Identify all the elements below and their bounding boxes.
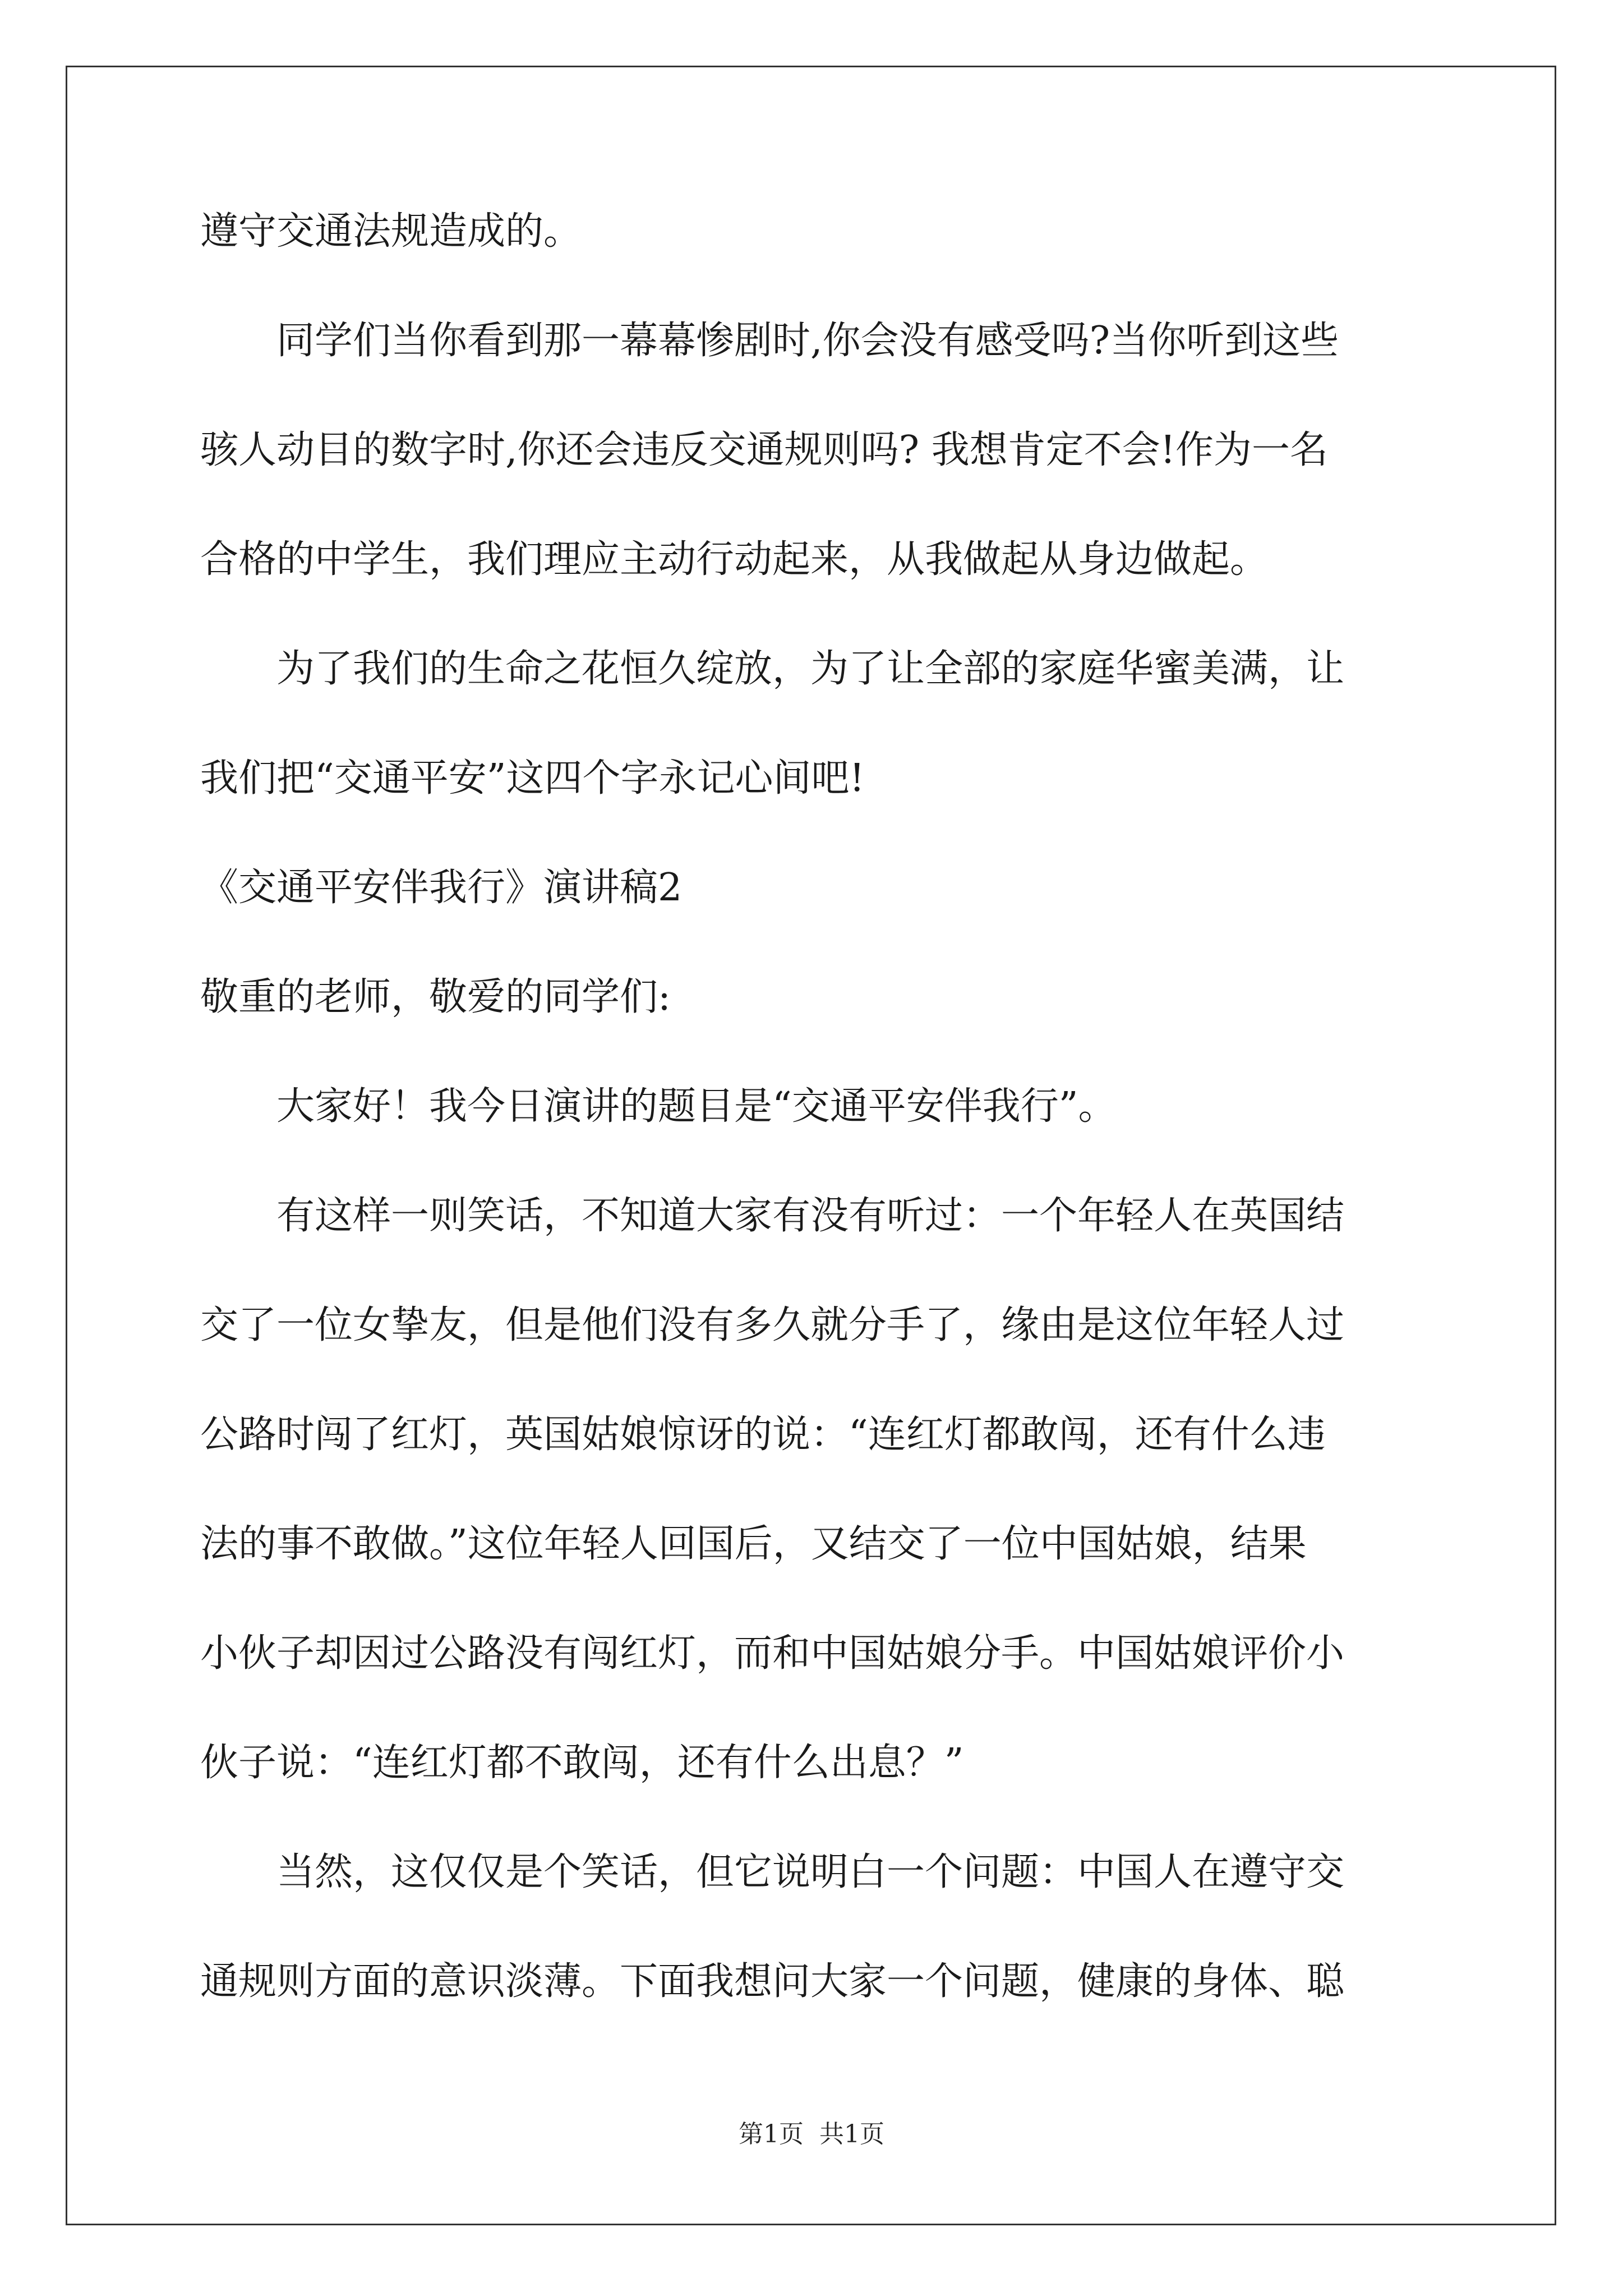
text-line: 有这样一则笑话，不知道大家有没有听过：一个年轻人在英国结 <box>200 1194 1345 1238</box>
page-total: 共1页 <box>819 2120 884 2148</box>
text-line: 同学们当你看到那一幕幕惨剧时,你会没有感受吗?当你听到这些 <box>200 319 1339 363</box>
salutation: 敬重的老师，敬爱的同学们: <box>200 975 671 1019</box>
text-line: 通规则方面的意识淡薄。下面我想问大家一个问题，健康的身体、聪 <box>200 1959 1345 2004</box>
text-line: 遵守交通法规造成的。 <box>200 209 582 254</box>
text-line: 骇人动目的数字时,你还会违反交通规则吗? 我想肯定不会!作为一名 <box>200 428 1329 472</box>
text-line: 当然，这仅仅是个笑话，但它说明白一个问题：中国人在遵守交 <box>200 1850 1345 1894</box>
text-line: 伙子说：“连红灯都不敢闯，还有什么出息？” <box>200 1741 964 1785</box>
text-line: 交了一位女挚友，但是他们没有多久就分手了，缘由是这位年轻人过 <box>200 1303 1345 1347</box>
page-border <box>66 66 1556 2225</box>
page-number: 第1页 <box>739 2120 804 2148</box>
page-footer <box>0 2120 1623 2148</box>
text-line: 法的事不敢做。”这位年轻人回国后，又结交了一位中国姑娘，结果 <box>200 1522 1307 1566</box>
text-line: 为了我们的生命之花恒久绽放，为了让全部的家庭华蜜美满，让 <box>200 647 1345 691</box>
text-line: 合格的中学生，我们理应主动行动起来，从我做起从身边做起。 <box>200 537 1269 582</box>
text-line: 我们把“交通平安”这四个字永记心间吧! <box>200 756 865 800</box>
text-line: 公路时闯了红灯，英国姑娘惊讶的说：“连红灯都敢闯，还有什么违 <box>200 1412 1326 1457</box>
section-heading: 《交通平安伴我行》演讲稿2 <box>200 866 683 910</box>
text-line: 大家好！我今日演讲的题目是“交通平安伴我行”。 <box>200 1084 1117 1129</box>
text-line: 小伙子却因过公路没有闯红灯，而和中国姑娘分手。中国姑娘评价小 <box>200 1631 1345 1676</box>
